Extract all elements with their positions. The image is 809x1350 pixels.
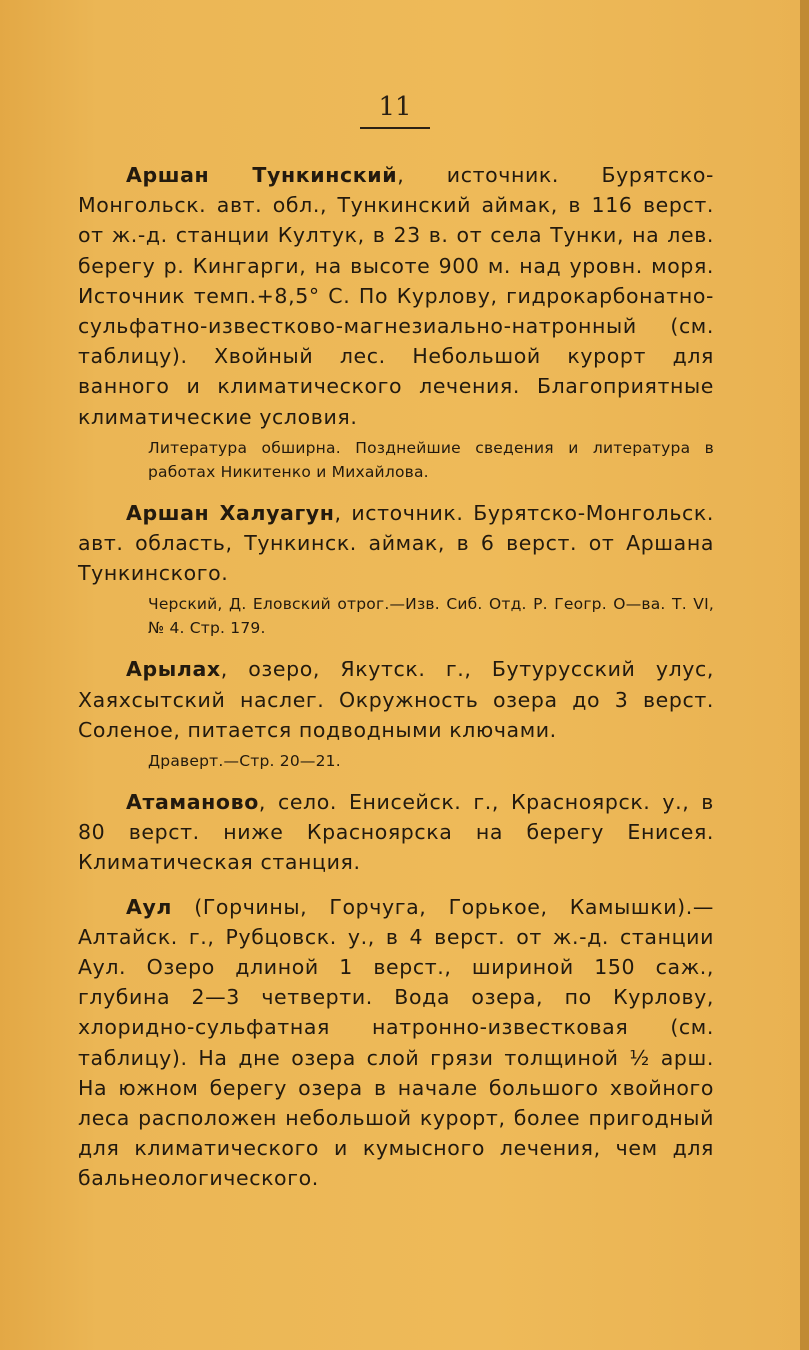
entry-term: Аршан Халуагун [126,500,335,525]
entry-term: Аул [126,894,173,919]
page-edge [800,0,809,1350]
page-number: 11 [378,92,412,122]
entry-literature: Литература обширна. Позднейшие сведения и литература в работах Никитенко и Михайлова. [148,438,714,481]
entry-term: Аршан Тункинский [126,163,398,187]
entry-paragraph [78,160,714,432]
entry-aul [78,892,714,1194]
entry-term: Арылах [126,657,221,682]
body-text [78,160,714,1208]
entry-literature: Драверт.—Стр. 20—21. [148,752,341,771]
entry-term: Атаманово [126,790,259,815]
page-number-rule [360,127,430,129]
entry-description: (Горчины, Горчуга, Горькое, Камышки).—Алтайск. г., Рубцовск. у., в 4 верст. от ж.-д. станции Аул. Озеро длиной 1 верст., шириной 150 саж., глубина 2—3 четверти. Вода озера, по Курлову, хлоридно-сульфатная натронно-известковая (см. таблицу). На дне озера слой грязи толщиной ½ арш. На южном берегу озера в начале большого хвойного леса расположен небольшой курорт, более пригодный для климатического и кумысного лечения, чем для бальнеологического. [78,894,714,1191]
entry-arshan-khaluagun [78,498,714,641]
entry-description: , село. Енисейск. г., Красноярск. у., в 80 верст. ниже Красноярска на берегу Енисея. Климатическая станция. [78,790,714,875]
entry-paragraph [78,654,714,745]
entry-paragraph [78,787,714,878]
entry-description: , озеро, Якутск. г., Бутурусский улус, Хаяхсытский наслег. Окружность озера до 3 верст. Соленое, питается подводными ключами. [78,657,714,742]
entry-paragraph [78,498,714,589]
entry-description: , источник. Бурятско-Монгольск. авт. область, Тункинск. аймак, в 6 верст. от Аршана Тункинского. [78,500,714,586]
entry-literature: Черский, Д. Еловский отрог.—Изв. Сиб. Отд. Р. Геогр. О—ва. Т. VI, № 4. Стр. 179. [148,595,714,638]
entry-description: , источник. Бурятско-Монгольск. авт. обл., Тункинский аймак, в 116 верст. от ж.-д. станции Култук, в 23 в. от села Тунки, на лев. берегу р. Кингарги, на высоте 900 м. над уровн. моря. Источник темп.+8,5° С. По Курлову, гидрокарбонатно-сульфатно-известково-магнезиально-натронный (см. таблицу). Хвойный лес. Небольшой курорт для ванного и климатического лечения. Благоприятные климатические условия. [78,163,714,429]
entry-paragraph [78,892,714,1194]
entry-atamanovo [78,787,714,878]
entry-arshan-tunkinsky [78,160,714,484]
entry-arylakh [78,654,714,773]
